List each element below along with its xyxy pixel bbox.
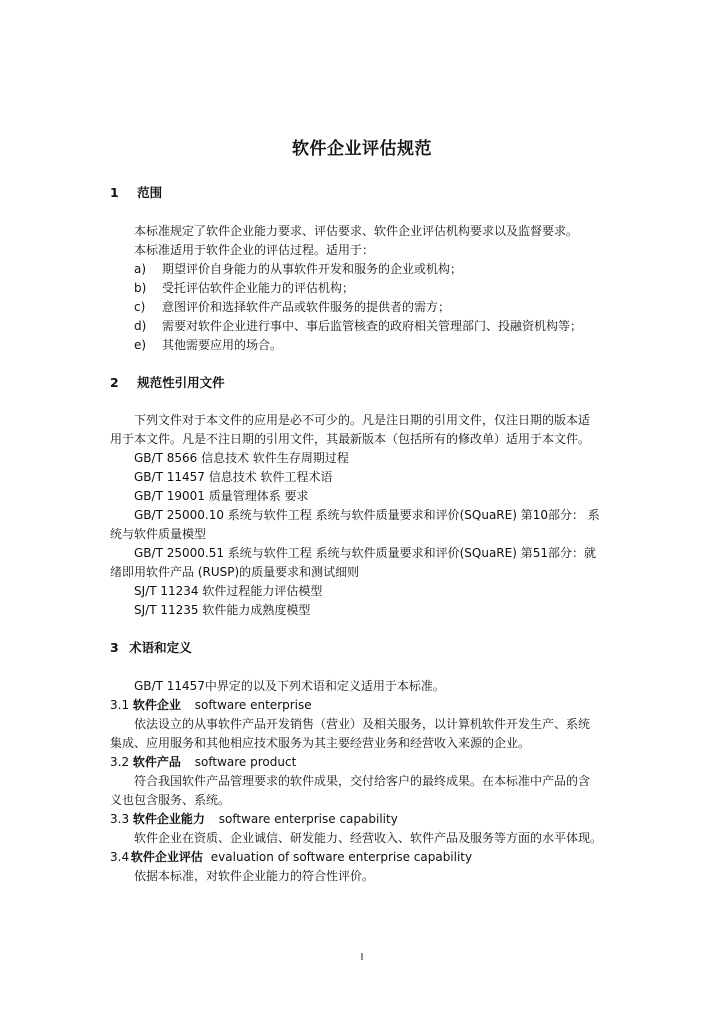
list-item-text: 期望评价自身能力的从事软件开发和服务的企业或机构； bbox=[162, 262, 463, 276]
paragraph: 本标准规定了软件企业能力要求、评估要求、软件企业评估机构要求以及监督要求。 bbox=[134, 224, 579, 238]
list-marker: d) bbox=[134, 319, 147, 333]
term-definition: 集成、应用服务和其他相应技术服务为其主要经营业务和经营收入来源的企业。 bbox=[110, 736, 531, 750]
list-item bbox=[134, 317, 582, 335]
term-number: 3.3 bbox=[110, 812, 130, 826]
term-heading bbox=[110, 696, 312, 714]
section-label: 范围 bbox=[137, 185, 163, 200]
term-english: software enterprise bbox=[194, 698, 312, 712]
reference-item: GB/T 11457 信息技术 软件工程术语 bbox=[134, 470, 333, 484]
term-definition: 软件企业在资质、企业诚信、研发能力、经营收入、软件产品及服务等方面的水平体现。 bbox=[134, 831, 603, 845]
term-english: software enterprise capability bbox=[218, 812, 398, 826]
page-number: I bbox=[360, 952, 364, 963]
list-marker: b) bbox=[134, 281, 147, 295]
section-2-heading bbox=[110, 374, 225, 392]
reference-item: GB/T 25000.51 系统与软件工程 系统与软件质量要求和评价(SQuaRE) 第51部分：就 bbox=[134, 546, 596, 560]
term-definition: 依据本标准，对软件企业能力的符合性评价。 bbox=[134, 869, 375, 883]
list-marker: e) bbox=[134, 338, 147, 352]
term-chinese: 软件企业评估 bbox=[130, 850, 203, 864]
reference-item: GB/T 8566 信息技术 软件生存周期过程 bbox=[134, 451, 349, 465]
term-definition: 义也包含服务、系统。 bbox=[110, 793, 231, 807]
list-item bbox=[134, 260, 462, 278]
term-number: 3.2 bbox=[110, 755, 130, 769]
list-item bbox=[134, 279, 354, 297]
term-heading bbox=[110, 848, 472, 866]
list-item bbox=[134, 336, 282, 354]
term-chinese: 软件企业 bbox=[132, 698, 181, 712]
reference-item: SJ/T 11235 软件能力成熟度模型 bbox=[134, 603, 311, 617]
term-english: software product bbox=[194, 755, 297, 769]
list-marker: c) bbox=[134, 300, 146, 314]
reference-item-continued: 绪即用软件产品 (RUSP)的质量要求和测试细则 bbox=[110, 565, 360, 579]
term-definition: 依法设立的从事软件产品开发销售（营业）及相关服务，以计算机软件开发生产、系统 bbox=[134, 717, 591, 731]
list-item-text: 意图评价和选择软件产品或软件服务的提供者的需方； bbox=[162, 300, 451, 314]
paragraph: 下列文件对于本文件的应用是必不可少的。凡是注日期的引用文件，仅注日期的版本适 bbox=[134, 413, 591, 427]
reference-item-continued: 统与软件质量模型 bbox=[110, 527, 207, 541]
section-number: 1 bbox=[110, 185, 119, 200]
section-label: 规范性引用文件 bbox=[137, 375, 225, 390]
list-item bbox=[134, 298, 450, 316]
term-definition: 符合我国软件产品管理要求的软件成果，交付给客户的最终成果。在本标准中产品的含 bbox=[134, 774, 591, 788]
list-item-text: 受托评估软件企业能力的评估机构； bbox=[162, 281, 355, 295]
reference-item: GB/T 25000.10 系统与软件工程 系统与软件质量要求和评价(SQuaRE) 第10部分： 系 bbox=[134, 508, 600, 522]
list-item-text: 需要对软件企业进行事中、事后监管核查的政府相关管理部门、投融资机构等； bbox=[162, 319, 583, 333]
term-chinese: 软件产品 bbox=[132, 755, 181, 769]
paragraph: 本标准适用于软件企业的评估过程。适用于： bbox=[134, 243, 375, 257]
section-number: 2 bbox=[110, 375, 119, 390]
paragraph: GB/T 11457中界定的以及下列术语和定义适用于本标准。 bbox=[134, 679, 445, 693]
term-english: evaluation of software enterprise capability bbox=[210, 850, 473, 864]
reference-item: SJ/T 11234 软件过程能力评估模型 bbox=[134, 584, 323, 598]
section-3-heading bbox=[110, 639, 192, 657]
term-heading bbox=[110, 753, 296, 771]
term-chinese: 软件企业能力 bbox=[132, 812, 205, 826]
paragraph: 用于本文件。凡是不注日期的引用文件，其最新版本（包括所有的修改单）适用于本文件。 bbox=[110, 432, 591, 446]
term-heading bbox=[110, 810, 398, 828]
section-1-heading bbox=[110, 184, 162, 202]
reference-item: GB/T 19001 质量管理体系 要求 bbox=[134, 489, 309, 503]
list-marker: a) bbox=[134, 262, 147, 276]
document-title: 软件企业评估规范 bbox=[292, 139, 432, 159]
list-item-text: 其他需要应用的场合。 bbox=[162, 338, 283, 352]
section-number: 3 bbox=[110, 640, 119, 655]
term-number: 3.1 bbox=[110, 698, 130, 712]
term-number: 3.4 bbox=[110, 850, 130, 864]
section-label: 术语和定义 bbox=[129, 640, 192, 655]
